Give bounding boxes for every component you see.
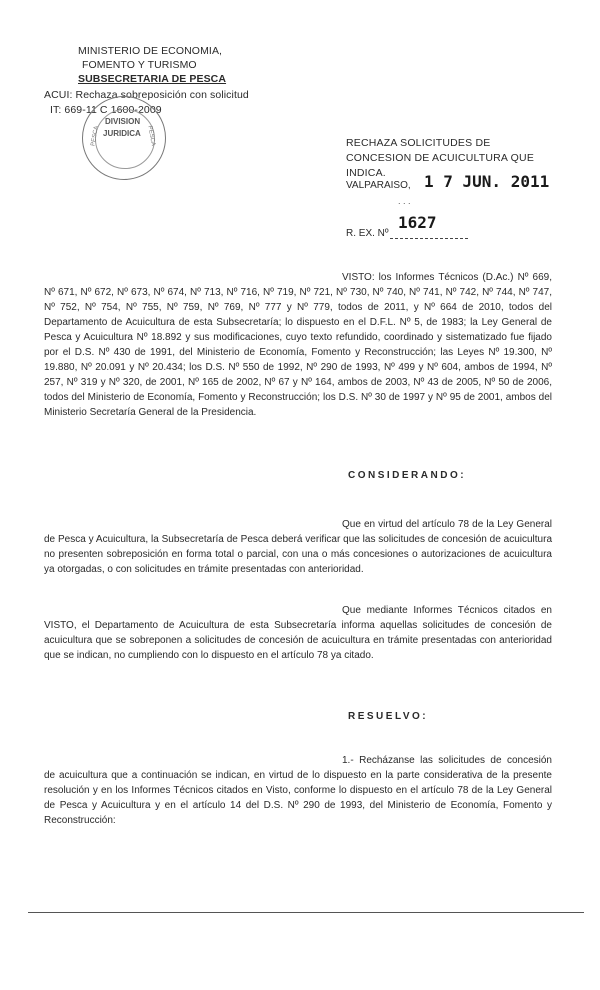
resolution-number-label: R. EX. Nº	[346, 228, 389, 239]
date-dots: . . .	[398, 196, 411, 206]
stamp-ring-text-left: PESCA	[90, 125, 100, 147]
file-reference: IT: 669-11 C 1600-2009	[50, 104, 162, 116]
resuelvo-heading: RESUELVO:	[348, 711, 429, 722]
stamp-text-juridica: JURIDICA	[103, 129, 141, 138]
acui-reference: ACUI: Rechaza sobreposición con solicitud	[44, 89, 249, 101]
page-bottom-rule	[28, 912, 584, 913]
date-stamp: 1 7 JUN. 2011	[424, 172, 550, 191]
place-label: VALPARAISO,	[346, 180, 411, 191]
ministry-line-1: MINISTERIO DE ECONOMIA,	[78, 45, 223, 57]
visto-paragraph: VISTO: los Informes Técnicos (D.Ac.) Nº 669, Nº 671, Nº 672, Nº 673, Nº 674, Nº 713, Nº 716, Nº 719, Nº 721, Nº 730, Nº 740, Nº 741, Nº 742, Nº 744, Nº 747, Nº 752, Nº 754, Nº 755, Nº 759, Nº 769, Nº 777 y Nº 779, todos de 2011, y Nº 664 de 2010, todos del Departamento de Acuicultura de esta Subsecretaría; lo dispuesto en el D.F.L. Nº 5, de 1983; la Ley General de Pesca y Acuicultura Nº 18.892 y sus modificaciones, cuyo texto refundido, coordinado y sistematizado fue fijado por el D.S. Nº 430 de 1991, del Ministerio de Economía, Fomento y Reconstrucción; las Leyes Nº 19.300, Nº 19.880, Nº 20.091 y Nº 20.434; los D.S. Nº 550 de 1992, Nº 290 de 1993, Nº 499 y Nº 604, ambos de 1994, Nº 257, Nº 319 y Nº 320, de 2001, Nº 165 de 2002, Nº 67 y Nº 164, ambos de 2003, Nº 43 de 2005, Nº 50 de 2006, todos del Ministerio de Economía, Fomento y Reconstrucción; los D.S. Nº 30 de 1997 y Nº 95 de 2001, ambos del Ministerio Secretaría General de la Presidencia.	[44, 272, 552, 418]
resolution-number: 1627	[398, 213, 437, 232]
subsecretaria-line: SUBSECRETARIA DE PESCA	[78, 73, 227, 85]
resolution-number-line	[390, 238, 468, 239]
stamp-ring-text-right: PESCA	[146, 125, 156, 147]
ministry-line-2: FOMENTO Y TURISMO	[82, 59, 197, 71]
stamp-text-division: DIVISION	[105, 117, 141, 126]
considerando-paragraph-2: Que mediante Informes Técnicos citados en VISTO, el Departamento de Acuicultura de esta Subsecretaría informa aquellas solicitudes de concesión de acuicultura que se sobreponen a solicitudes de concesión de acuicultura en trámite presentadas con anterioridad que se indican, no cumpliendo con lo dispuesto en el artículo 78 ya citado.	[44, 605, 552, 661]
division-juridica-stamp	[82, 96, 166, 180]
resuelvo-paragraph-1: 1.- Recházanse las solicitudes de concesión de acuicultura que a continuación se indican, en virtud de lo dispuesto en la parte considerativa de la presente resolución y en los Informes Técnicos citados en Visto, conforme lo dispuesto en el artículo 78 de la Ley General de Pesca y Acuicultura y en el artículo 14 del D.S. Nº 290 de 1993, del Ministerio de Economía, Fomento y Reconstrucción:	[44, 755, 552, 826]
considerando-heading: CONSIDERANDO:	[348, 470, 467, 481]
considerando-paragraph-1: Que en virtud del artículo 78 de la Ley General de Pesca y Acuicultura, la Subsecretaría de Pesca deberá verificar que las solicitudes de concesión de acuicultura no presenten sobreposición en forma total o parcial, con una o más concesiones o autorizaciones de acuicultura ya otorgadas, o con solicitudes en trámite presentadas con anterioridad.	[44, 519, 552, 575]
resolution-title: RECHAZA SOLICITUDES DE CONCESION DE ACUICULTURA QUE INDICA.	[346, 137, 535, 179]
